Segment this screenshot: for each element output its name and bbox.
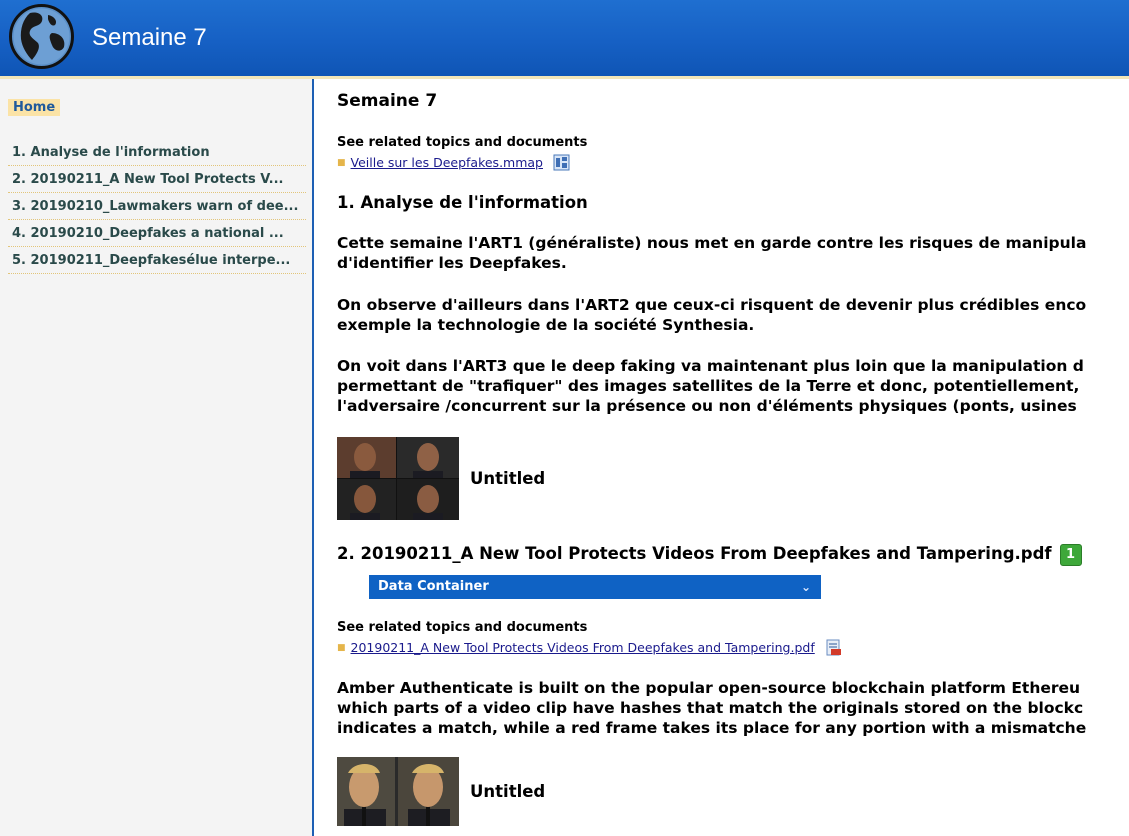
- text-line: Cette semaine l'ART1 (généraliste) nous met en garde contre les risques de manipula: [337, 234, 1087, 252]
- section-1-paragraph-1: [337, 233, 1086, 273]
- text-line: permettant de "trafiquer" des images satellites de la Terre et donc, potentiellement,: [337, 377, 1080, 395]
- image-thumbnail[interactable]: [337, 437, 459, 520]
- sidebar-item-elue[interactable]: 5. 20190211_Deepfakesélue interpe...: [8, 247, 306, 274]
- sidebar: [0, 79, 314, 836]
- sidebar-nav: [8, 139, 306, 274]
- main-content: [337, 79, 1129, 836]
- sidebar-item-new-tool[interactable]: 2. 20190211_A New Tool Protects V...: [8, 166, 306, 193]
- section-2-heading: [337, 544, 1082, 566]
- app-title: Semaine 7: [92, 24, 207, 51]
- text-line: On voit dans l'ART3 que le deep faking va maintenant plus loin que la manipulation d: [337, 357, 1084, 375]
- section-2-title: 2. 20190211_A New Tool Protects Videos From Deepfakes and Tampering.pdf: [337, 544, 1052, 563]
- sidebar-item-analyse[interactable]: 1. Analyse de l'information: [8, 139, 306, 166]
- sidebar-item-lawmakers[interactable]: 3. 20190210_Lawmakers warn of dee...: [8, 193, 306, 220]
- related-link-row: [337, 154, 570, 171]
- text-line: d'identifier les Deepfakes.: [337, 254, 567, 272]
- sidebar-item-national[interactable]: 4. 20190210_Deepfakes a national ...: [8, 220, 306, 247]
- related-topics-label: See related topics and documents: [337, 135, 588, 150]
- text-line: exemple la technologie de la société Synthesia.: [337, 316, 755, 334]
- sidebar-home-link[interactable]: Home: [8, 99, 60, 116]
- image-caption: Untitled: [470, 469, 546, 488]
- double-chevron-down-icon: ⌄: [800, 580, 811, 594]
- text-line: On observe d'ailleurs dans l'ART2 que ceux-ci risquent de devenir plus crédibles enco: [337, 296, 1087, 314]
- image-thumbnail[interactable]: [337, 757, 459, 826]
- related-topics-label: See related topics and documents: [337, 620, 588, 635]
- related-link-row: [337, 639, 842, 656]
- globe-icon: [8, 3, 75, 70]
- mmap-link[interactable]: Veille sur les Deepfakes.mmap: [350, 155, 543, 170]
- section-1-paragraph-2: [337, 295, 1086, 335]
- page-title: Semaine 7: [337, 91, 438, 111]
- bullet-icon: ■: [337, 158, 346, 168]
- section-1-paragraph-3: [337, 356, 1084, 416]
- video-frames-image: [337, 757, 459, 826]
- section-1-heading: 1. Analyse de l'information: [337, 193, 588, 212]
- image-caption: Untitled: [470, 782, 546, 801]
- mindmap-file-icon[interactable]: [553, 154, 570, 171]
- app-header: [0, 0, 1129, 79]
- data-container-toggle[interactable]: [369, 575, 821, 599]
- pdf-file-icon[interactable]: [825, 639, 842, 656]
- text-line: l'adversaire /concurrent sur la présence ou non d'éléments physiques (ponts, usines: [337, 397, 1077, 415]
- text-line: which parts of a video clip have hashes that match the originals stored on the blockc: [337, 699, 1084, 717]
- bullet-icon: ■: [337, 643, 346, 653]
- face-grid-image: [337, 437, 459, 520]
- number-badge-icon[interactable]: 1: [1060, 544, 1082, 566]
- text-line: indicates a match, while a red frame takes its place for any portion with a mismatche: [337, 719, 1087, 737]
- section-2-paragraph: [337, 678, 1086, 738]
- pdf-link[interactable]: 20190211_A New Tool Protects Videos From Deepfakes and Tampering.pdf: [350, 640, 815, 655]
- data-container-label: Data Container: [378, 579, 489, 594]
- text-line: Amber Authenticate is built on the popular open-source blockchain platform Ethereu: [337, 679, 1081, 697]
